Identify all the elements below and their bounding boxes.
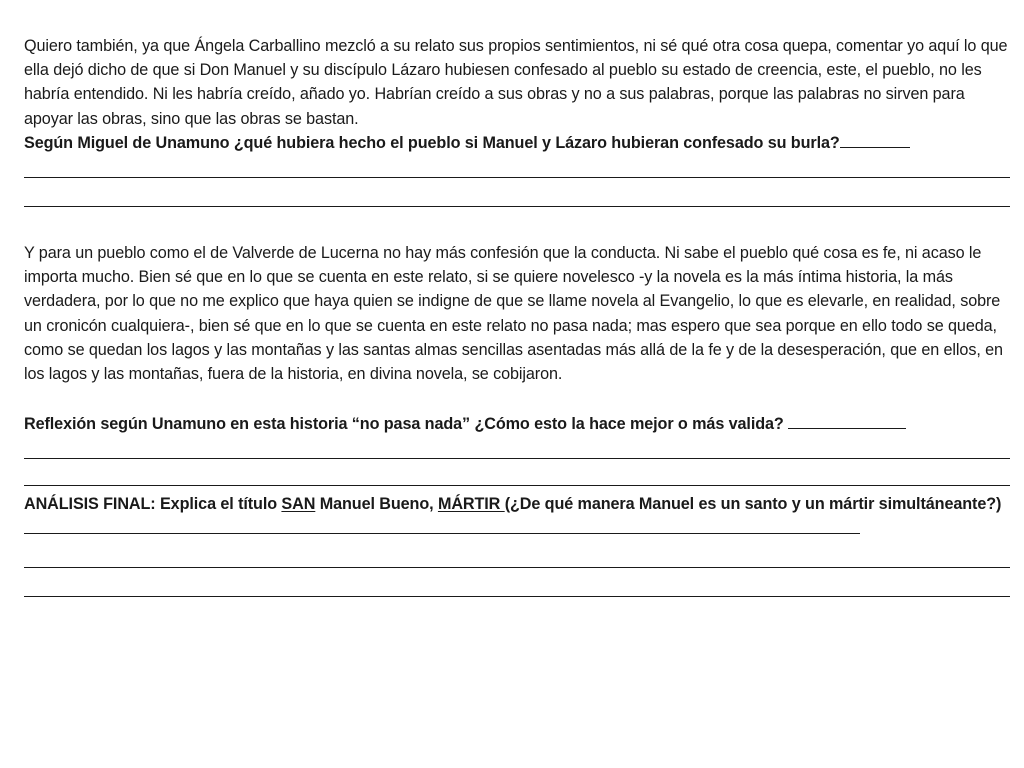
question-1	[24, 131, 1010, 155]
question-2	[24, 412, 1010, 436]
worksheet-page	[24, 34, 1010, 597]
answer-line-2a[interactable]	[24, 436, 1010, 459]
final-analysis-inline-blank[interactable]	[24, 519, 860, 534]
question-1-inline-blank[interactable]	[840, 133, 910, 148]
answer-line-3b[interactable]	[24, 568, 1010, 597]
answer-line-2b[interactable]	[24, 459, 1010, 486]
final-analysis-tail: (¿De qué manera Manuel es un santo y un mártir simultáneante?)	[504, 495, 1002, 514]
passage-2: Y para un pueblo como el de Valverde de Lucerna no hay más confesión que la conducta. Ni sabe el pueblo qué cosa es fe, ni acaso le importa mucho. Bien sé que en lo que se cuenta en este relato, si se quiere novelesco -y la novela es la más íntima historia, la más verdadera, por lo que no me explico que haya quien se indigne de que se llame novela al Evangelio, lo que es elevarle, en realidad, sobre un cronicón cualquiera-, bien sé que en lo que se cuenta en este relato no pasa nada; mas espero que sea porque en ello todo se queda, como se quedan los lagos y las montañas y las santas almas sencillas asentadas más allá de la fe y de la desesperación, que en ellos, en los lagos y las montañas, fuera de la historia, en divina novela, se cobijaron.	[24, 244, 1003, 384]
final-analysis-question	[24, 492, 1010, 540]
question-2-text: Reflexión según Unamuno en esta historia “no pasa nada” ¿Cómo esto la hace mejor o más valida?	[24, 415, 784, 434]
final-analysis-san: SAN	[281, 495, 316, 514]
answer-line-1b[interactable]	[24, 178, 1010, 207]
final-analysis-lead: ANÁLISIS FINAL: Explica el título	[24, 495, 282, 514]
passage-1: Quiero también, ya que Ángela Carballino mezcló a su relato sus propios sentimientos, ni sé qué otra cosa quepa, comentar yo aquí lo que ella dejó dicho de que si Don Manuel y su discípulo Lázaro hubiesen confesado al pueblo su estado de creencia, este, el pueblo, no les habría entendido. Ni les habría creído, añado yo. Habrían creído a sus obras y no a sus palabras, porque las palabras no sirven para apoyar las obras, sino que las obras se bastan.	[24, 37, 1008, 128]
final-analysis-martir: MÁRTIR	[437, 495, 505, 514]
question-1-text: Según Miguel de Unamuno ¿qué hubiera hecho el pueblo si Manuel y Lázaro hubieran confesado su burla?	[24, 133, 840, 152]
question-2-inline-blank[interactable]	[788, 414, 906, 429]
answer-line-3a[interactable]	[24, 541, 1010, 568]
final-analysis-middle: Manuel Bueno,	[315, 495, 438, 514]
answer-line-1a[interactable]	[24, 155, 1010, 178]
